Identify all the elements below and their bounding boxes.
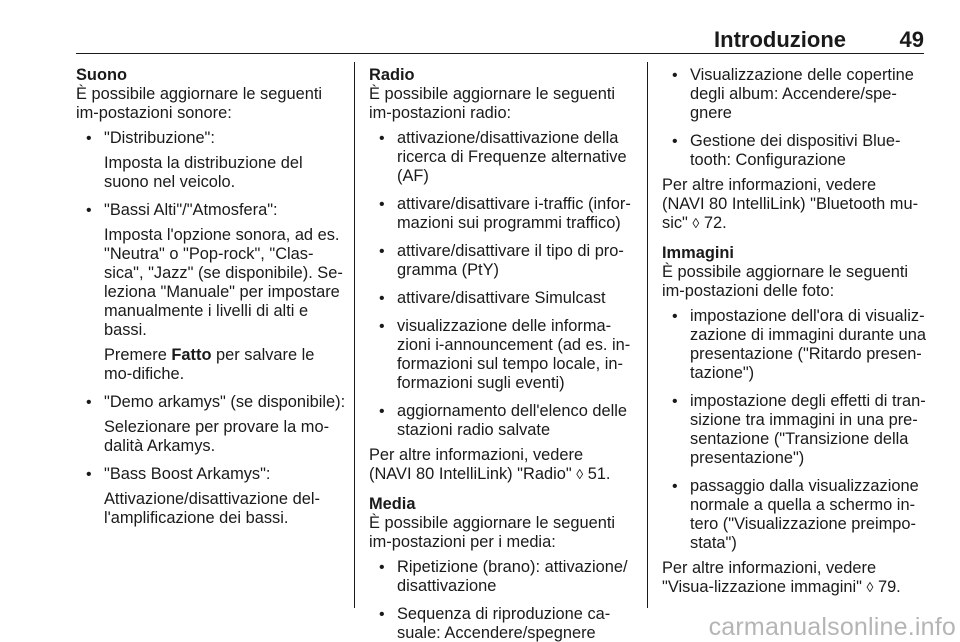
page-ref-link[interactable]: 51. [587, 465, 611, 483]
column-images [662, 66, 928, 597]
item-label: • "Bass Boost Arkamys": [104, 465, 271, 483]
ref-text: (NAVI 80 IntelliLink) "Radio" [369, 465, 572, 483]
watermark: carmanualsonline.info [708, 613, 956, 641]
media-list [369, 558, 637, 642]
item-desc: Attivazione/disattivazione del-l'amplificazione dei bassi. [104, 490, 320, 527]
sound-heading: Suono [76, 66, 127, 84]
page-number: 49 [899, 27, 924, 52]
item-desc: Imposta la distribuzione del suono nel veicolo. [104, 154, 303, 191]
media-intro: È possibile aggiornare le seguenti im-postazioni per i media: [369, 514, 616, 551]
images-heading: Immagini [662, 244, 734, 262]
list-item: • Sequenza di riproduzione ca-suale: Accendere/spegnere [369, 605, 637, 642]
column-divider-2 [647, 62, 648, 608]
list-item: • impostazione degli effetti di tran-sizione tra immagini in una pre-sentazione ("Transizione della presentazione") [662, 392, 928, 468]
ref-line: Per altre informazioni, vedere [662, 176, 877, 194]
item-label: • "Bassi Alti"/"Atmosfera": [104, 201, 278, 219]
list-item: • Ripetizione (brano): attivazione/ disattivazione [369, 558, 637, 596]
images-list [662, 307, 928, 553]
list-item: • aggiornamento dell'elenco delle stazioni radio salvate [369, 402, 637, 440]
item-desc: Imposta l'opzione sonora, ad es. "Neutra" o "Pop-rock", "Clas-sica", "Jazz" (se disponibile). Se-leziona "Manuale" per impostare manualmente i livelli di alti e bassi. [104, 226, 343, 339]
list-item: • passaggio dalla visualizzazione normale a quella a schermo in-tero ("Visualizzazione preimpo-stata") [662, 477, 928, 553]
page-title: Introduzione [714, 27, 846, 52]
page-ref-icon: ◊ [576, 466, 584, 482]
page-ref-link[interactable]: 72. [703, 214, 727, 232]
list-item: • attivare/disattivare Simulcast [369, 289, 637, 308]
page-ref-icon: ◊ [866, 579, 874, 595]
list-item [76, 393, 346, 456]
list-item: • attivare/disattivare i-traffic (infor-mazioni sui programmi traffico) [369, 195, 637, 233]
column-radio-media [369, 66, 637, 642]
ref-text: (NAVI 80 IntelliLink) "Bluetooth mu-sic" [662, 195, 919, 232]
fatto-label: Fatto [171, 346, 212, 364]
radio-intro: È possibile aggiornare le seguenti im-postazioni radio: [369, 85, 616, 122]
list-item [76, 129, 346, 192]
list-item [76, 465, 346, 528]
item-desc: Selezionare per provare la mo-dalità Arkamys. [104, 418, 330, 455]
radio-heading: Radio [369, 66, 415, 84]
media-list-continued [662, 66, 928, 170]
item-desc-2 [104, 346, 346, 384]
page-header [0, 0, 960, 56]
bluetooth-reference [662, 176, 928, 233]
ref-line: Per altre informazioni, vedere [369, 446, 584, 464]
page-ref-icon: ◊ [692, 215, 700, 231]
list-item: • attivare/disattivare il tipo di pro-gramma (PtY) [369, 242, 637, 280]
list-item: • attivazione/disattivazione della ricerca di Frequenze alternative (AF) [369, 129, 637, 186]
desc-text: Premere [104, 346, 172, 364]
sound-list [76, 129, 346, 528]
images-reference [662, 559, 928, 597]
images-intro: È possibile aggiornare le seguenti im-postazioni delle foto: [662, 263, 909, 300]
list-item: • impostazione dell'ora di visualiz-zazione di immagini durante una presentazione ("Ritardo presen-tazione") [662, 307, 928, 383]
ref-line [662, 195, 928, 233]
radio-reference [369, 446, 637, 484]
radio-list [369, 129, 637, 440]
list-item: • Gestione dei dispositivi Blue-tooth: Configurazione [662, 132, 928, 170]
list-item [76, 201, 346, 384]
ref-line [369, 465, 637, 484]
page-ref-link[interactable]: 79. [877, 578, 901, 596]
desc-text: per salvare le mo-difiche. [104, 346, 315, 383]
item-label: • "Demo arkamys" (se disponibile): [104, 393, 346, 411]
media-heading: Media [369, 495, 416, 513]
list-item: • Visualizzazione delle copertine degli album: Accendere/spe-gnere [662, 66, 928, 123]
list-item: • visualizzazione delle informa-zioni i-announcement (ad es. in-formazioni sul tempo locale, in-formazioni sugli eventi) [369, 317, 637, 393]
column-sound [76, 66, 346, 528]
header-rule [76, 53, 924, 54]
ref-text: Per altre informazioni, vedere "Visua-lizzazione immagini" [662, 559, 877, 596]
sound-intro: È possibile aggiornare le seguenti im-postazioni sonore: [76, 85, 323, 122]
column-divider-1 [354, 62, 355, 608]
item-label: • "Distribuzione": [104, 129, 215, 147]
